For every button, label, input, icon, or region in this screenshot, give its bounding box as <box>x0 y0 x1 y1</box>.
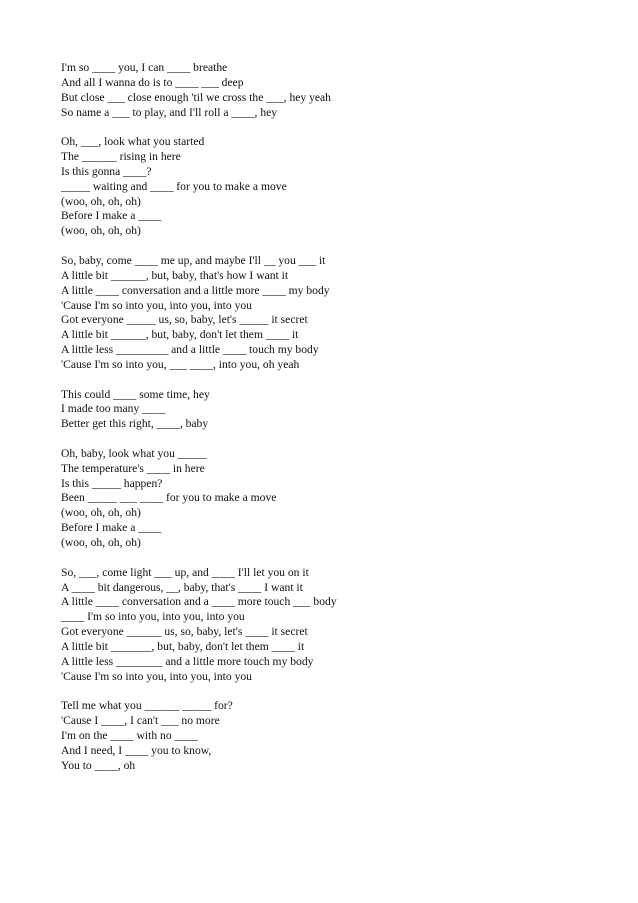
lyric-line: Before I make a ____ <box>61 521 162 535</box>
stanza-1 <box>61 61 621 120</box>
lyric-line: Got everyone ______ us, so, baby, let's ____ it secret <box>61 625 308 639</box>
stanza-4 <box>61 388 621 433</box>
lyric-line: So, ___, come light ___ up, and ____ I'll let you on it <box>61 565 309 579</box>
lyric-line: 'Cause I'm so into you, into you, into you <box>61 669 252 683</box>
lyric-line: So, baby, come ____ me up, and maybe I'll __ you ___ it <box>61 253 326 267</box>
lyric-line: Oh, ___, look what you started <box>61 135 205 149</box>
lyric-line: And all I wanna do is to ____ ___ deep <box>61 75 244 89</box>
lyric-line: I made too many ____ <box>61 402 166 416</box>
lyric-line: A little ____ conversation and a ____ more touch ___ body <box>61 595 337 609</box>
lyric-line: The ______ rising in here <box>61 150 181 164</box>
lyric-line: A little ____ conversation and a little more ____ my body <box>61 283 330 297</box>
lyric-line: (woo, oh, oh, oh) <box>61 224 141 238</box>
lyric-line: (woo, oh, oh, oh) <box>61 194 141 208</box>
lyric-line: Better get this right, ____, baby <box>61 417 209 431</box>
stanza-5 <box>61 447 621 551</box>
lyric-line: Tell me what you ______ _____ for? <box>61 699 233 713</box>
lyric-line: (woo, oh, oh, oh) <box>61 536 141 549</box>
lyric-line: A ____ bit dangerous, __, baby, that's ____ I want it <box>61 580 303 594</box>
lyric-line: And I need, I ____ you to know, <box>61 743 212 757</box>
lyric-line: But close ___ close enough 'til we cross the ___, hey yeah <box>61 90 331 104</box>
lyric-line: Got everyone _____ us, so, baby, let's _____ it secret <box>61 313 308 327</box>
lyric-line: I'm on the ____ with no ____ <box>61 728 198 742</box>
lyric-line: I'm so ____ you, I can ____ breathe <box>61 61 228 74</box>
lyric-line: Before I make a ____ <box>61 209 162 223</box>
lyric-line: You to ____, oh <box>61 758 136 772</box>
lyric-line: Is this _____ happen? <box>61 476 163 490</box>
lyric-line: 'Cause I'm so into you, into you, into you <box>61 298 252 312</box>
lyric-line: 'Cause I ____, I can't ___ no more <box>61 714 220 728</box>
stanza-3 <box>61 254 621 373</box>
lyric-line: The temperature's ____ in here <box>61 461 205 475</box>
lyric-line: Oh, baby, look what you _____ <box>61 446 207 460</box>
stanza-6 <box>61 566 621 685</box>
lyric-line: Is this gonna ____? <box>61 164 152 178</box>
lyric-line: 'Cause I'm so into you, ___ ____, into you, oh yeah <box>61 357 300 371</box>
lyric-line: A little less _________ and a little ____ touch my body <box>61 343 319 357</box>
lyric-line: This could ____ some time, hey <box>61 387 210 401</box>
stanza-7 <box>61 699 621 773</box>
lyric-line: A little bit ______, but, baby, that's how I want it <box>61 268 289 282</box>
lyric-line: (woo, oh, oh, oh) <box>61 506 141 520</box>
lyrics-text <box>61 61 621 788</box>
lyric-line: Been _____ ___ ____ for you to make a move <box>61 491 277 505</box>
lyric-line: A little bit ______, but, baby, don't let them ____ it <box>61 328 299 342</box>
lyric-line: So name a ___ to play, and I'll roll a ____, hey <box>61 105 278 119</box>
lyric-line: _____ waiting and ____ for you to make a move <box>61 179 287 193</box>
lyric-line: A little bit _______, but, baby, don't let them ____ it <box>61 639 305 653</box>
lyric-line: ____ I'm so into you, into you, into you <box>61 610 245 624</box>
lyric-line: A little less ________ and a little more touch my body <box>61 654 314 668</box>
stanza-2 <box>61 135 621 239</box>
